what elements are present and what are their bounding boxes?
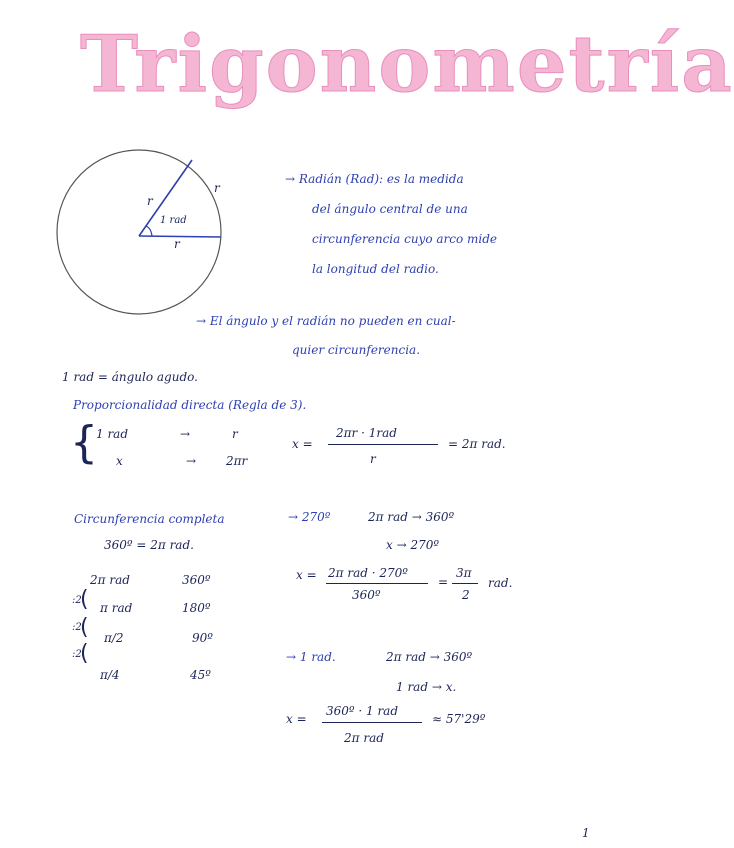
radius-label-bottom: r [174,237,180,251]
table-row-3-right: 90º [192,631,213,645]
table-row-3-prefix: :2 [72,622,82,633]
prop-row2-left: x [116,454,123,468]
arc-label: r [214,181,220,195]
example-270-result-unit: rad. [488,576,513,590]
definition-line-3: circunferencia cuyo arco mide [312,232,498,246]
example-270-numerator: 2π rad · 270º [328,566,408,580]
table-row-1-left: 2π rad [90,573,130,587]
prop-row1-right: r [232,427,238,441]
table-row-2-right: 180º [182,601,211,615]
definition-line-4: la longitud del radio. [312,262,439,276]
table-row-4-right: 45º [190,668,211,682]
example-270-row2: x → 270º [386,538,439,552]
example-1rad-fraction-bar [322,722,422,723]
page-title: Trigonometría [80,19,734,110]
angle-label: 1 rad [160,215,187,226]
rad-equals-line: 1 rad = ángulo agudo. [62,370,198,384]
example-1rad-x-eq: x = [286,712,307,726]
table-row-4-left: π/4 [100,668,120,682]
definition-line-2: del ángulo central de una [312,202,468,216]
prop-fraction-bar [328,444,438,445]
table-brace-3: ( [80,641,89,666]
note-line-1: → El ángulo y el radián no pueden en cual- [196,314,456,328]
example-1rad-numerator: 360º · 1 rad [326,704,399,718]
prop-denominator: r [370,452,376,466]
example-1rad-row1: 2π rad → 360º [386,650,473,664]
circle [57,150,221,314]
table-row-2-prefix: :2 [72,595,82,606]
example-270-denominator: 360º [352,588,381,602]
example-270-x-eq: x = [296,568,317,582]
prop-result: = 2π rad. [448,437,506,451]
example-270-result-num: 3π [456,566,472,580]
full-circle-equation: 360º = 2π rad. [104,538,194,552]
table-row-2-left: π rad [100,601,133,615]
prop-row1-arrow: → [180,427,191,441]
table-brace-2: ( [80,615,89,640]
table-row-1-right: 360º [182,573,211,587]
proportionality-heading: Proporcionalidad directa (Regla de 3). [73,398,307,412]
example-270-heading: → 270º [288,510,331,524]
example-1rad-row2: 1 rad → x. [396,680,457,694]
example-1rad-denominator: 2π rad [344,731,384,745]
example-1rad-result: ≈ 57'29º [432,712,486,726]
table-row-3-left: π/2 [104,631,124,645]
page-number: 1 [582,826,590,840]
note-line-2: quier circunferencia. [292,343,421,357]
full-circle-heading: Circunferencia completa [74,512,225,526]
prop-numerator: 2πr · 1rad [336,426,397,440]
example-270-row1: 2π rad → 360º [368,510,455,524]
radius-label-left: r [147,194,153,208]
angle-arc [146,226,152,236]
prop-x-eq: x = [292,437,313,451]
prop-row2-arrow: → [186,454,197,468]
radius-horizontal [139,236,221,237]
left-brace: { [70,417,98,468]
prop-row1-left: 1 rad [96,427,129,441]
example-1rad-heading: → 1 rad. [286,650,336,664]
example-270-equals: = [438,575,449,589]
table-brace-1: ( [80,587,89,612]
example-270-result-bar [452,583,478,584]
table-row-4-prefix: :2 [72,649,82,660]
example-270-result-den: 2 [462,588,470,602]
definition-line-1: → Radián (Rad): es la medida [285,172,464,186]
prop-row2-right: 2πr [226,454,248,468]
example-270-fraction-bar [326,583,428,584]
